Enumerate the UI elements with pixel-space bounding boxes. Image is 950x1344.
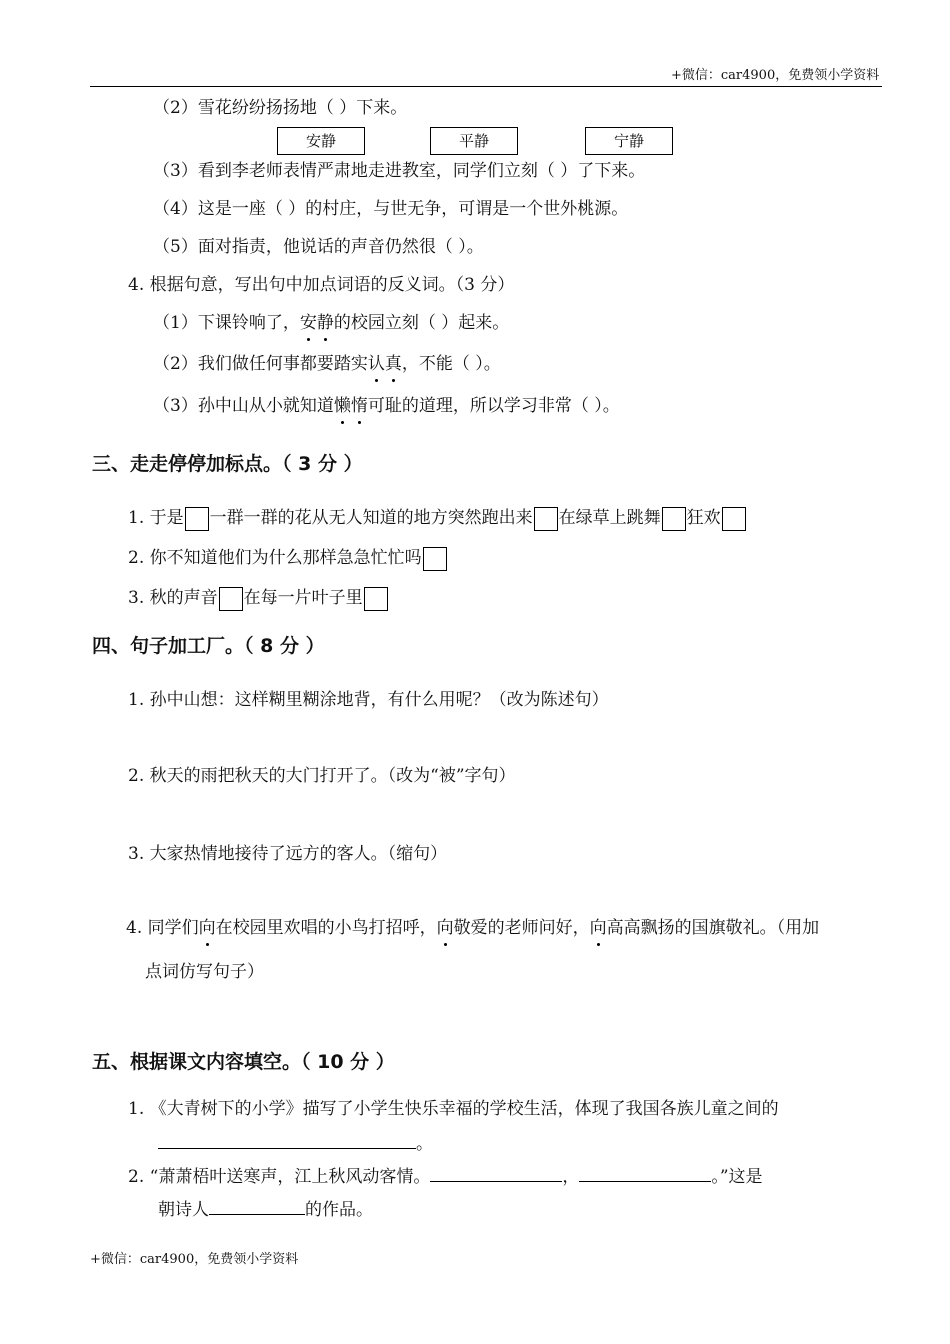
sentence-text: 在每一片叶子里	[243, 588, 363, 608]
answer-blank[interactable]	[158, 1130, 416, 1149]
punctuation-box[interactable]	[662, 507, 686, 531]
sentence-text: 朝诗人	[158, 1200, 209, 1220]
word-bank-option-3: 宁静	[585, 127, 673, 155]
punct-sentence-2	[128, 546, 448, 571]
word-bank-option-1: 安静	[277, 127, 365, 155]
sentence-text: 高高飘扬的国旗敬礼。（用加	[606, 918, 820, 938]
dotted-char: 向	[436, 918, 454, 938]
sentence-text: 在绿草上跳舞	[558, 508, 661, 528]
punctuation-box[interactable]	[722, 507, 746, 531]
sentence-text: 的作品。	[305, 1200, 373, 1220]
q3-item-5: （5）面对指责，他说话的声音仍然很（ ）。	[153, 237, 484, 257]
section-4-title: 四、句子加工厂。（ 8 分 ）	[92, 635, 325, 657]
q4-title: 4. 根据句意，写出句中加点词语的反义词。（3 分）	[128, 275, 515, 295]
sentence-text: 在校园里欢唱的小鸟打招呼，	[215, 918, 437, 938]
dotted-char: 认	[367, 354, 385, 374]
punct-sentence-1	[128, 506, 747, 531]
punct-sentence-3	[128, 586, 389, 611]
q3-item-3: （3）看到李老师表情严肃地走进教室，同学们立刻（ ）了下来。	[153, 161, 646, 181]
footer-note: +微信：car4900，免费领小学资料	[90, 1252, 299, 1267]
sentence-text: 。”这是	[711, 1167, 763, 1187]
q4-item-3-pre: （3）孙中山从小就知道	[153, 396, 334, 416]
sentence-text: 2. “萧萧梧叶送寒声，江上秋风动客情。	[128, 1167, 431, 1187]
section-3-title: 三、走走停停加标点。（ 3 分 ）	[92, 453, 363, 475]
fill-q2-line2	[158, 1196, 373, 1222]
q3-item-4: （4）这是一座（ ）的村庄，与世无争，可谓是一个世外桃源。	[153, 199, 629, 219]
q4-item-1-post: 的校园立刻（ ）起来。	[333, 313, 510, 333]
dotted-char: 静	[316, 313, 334, 333]
fill-q2-line1	[128, 1163, 763, 1189]
punctuation-box[interactable]	[423, 547, 447, 571]
punctuation-box[interactable]	[185, 507, 209, 531]
rewrite-q2: 2. 秋天的雨把秋天的大门打开了。（改为“被”字句）	[128, 766, 516, 786]
punctuation-box[interactable]	[364, 587, 388, 611]
dotted-char: 安	[299, 313, 317, 333]
q4-item-1-pre: （1）下课铃响了，	[153, 313, 300, 333]
sentence-text: 狂欢	[686, 508, 721, 528]
sentence-text: 。	[416, 1134, 433, 1154]
q4-item-2-pre: （2）我们做任何事都要踏实	[153, 354, 368, 374]
sentence-text: 敬爱的老师问好，	[453, 918, 590, 938]
sentence-text: 4. 同学们	[126, 918, 199, 938]
sentence-text: 3. 秋的声音	[128, 588, 218, 608]
punctuation-box[interactable]	[534, 507, 558, 531]
answer-blank[interactable]	[209, 1196, 305, 1215]
q4-item-3	[153, 394, 620, 418]
sentence-text: 2. 你不知道他们为什么那样急急忙忙吗	[128, 548, 422, 568]
q4-item-2	[153, 352, 501, 376]
dotted-char: 惰	[350, 396, 368, 416]
q4-item-3-post: 可耻的道理，所以学习非常（ ）。	[367, 396, 620, 416]
header-rule	[90, 86, 882, 87]
fill-q1-line2	[158, 1130, 433, 1156]
rewrite-q4-line2: 点词仿写句子）	[145, 962, 264, 982]
sentence-text: 1. 于是	[128, 508, 184, 528]
answer-blank[interactable]	[579, 1163, 711, 1182]
fill-q1-line1: 1. 《大青树下的小学》描写了小学生快乐幸福的学校生活，体现了我国各族儿童之间的	[128, 1099, 779, 1119]
punctuation-box[interactable]	[219, 587, 243, 611]
section-5-title: 五、根据课文内容填空。（ 10 分 ）	[92, 1051, 395, 1073]
sentence-text: ，	[562, 1167, 580, 1187]
answer-blank[interactable]	[430, 1163, 562, 1182]
sentence-text: 一群一群的花从无人知道的地方突然跑出来	[209, 508, 533, 528]
dotted-char: 向	[198, 918, 216, 938]
rewrite-q4	[126, 916, 819, 940]
dotted-char: 真	[384, 354, 402, 374]
header-note: +微信：car4900，免费领小学资料	[671, 68, 880, 83]
rewrite-q1: 1. 孙中山想：这样糊里糊涂地背，有什么用呢？（改为陈述句）	[128, 690, 609, 710]
q2-item-2: （2）雪花纷纷扬扬地（ ）下来。	[153, 98, 408, 118]
dotted-char: 懒	[333, 396, 351, 416]
word-bank-option-2: 平静	[430, 127, 518, 155]
q4-item-1	[153, 311, 509, 335]
q4-item-2-post: ，不能（ ）。	[401, 354, 501, 374]
rewrite-q3: 3. 大家热情地接待了远方的客人。（缩句）	[128, 844, 448, 864]
dotted-char: 向	[589, 918, 607, 938]
